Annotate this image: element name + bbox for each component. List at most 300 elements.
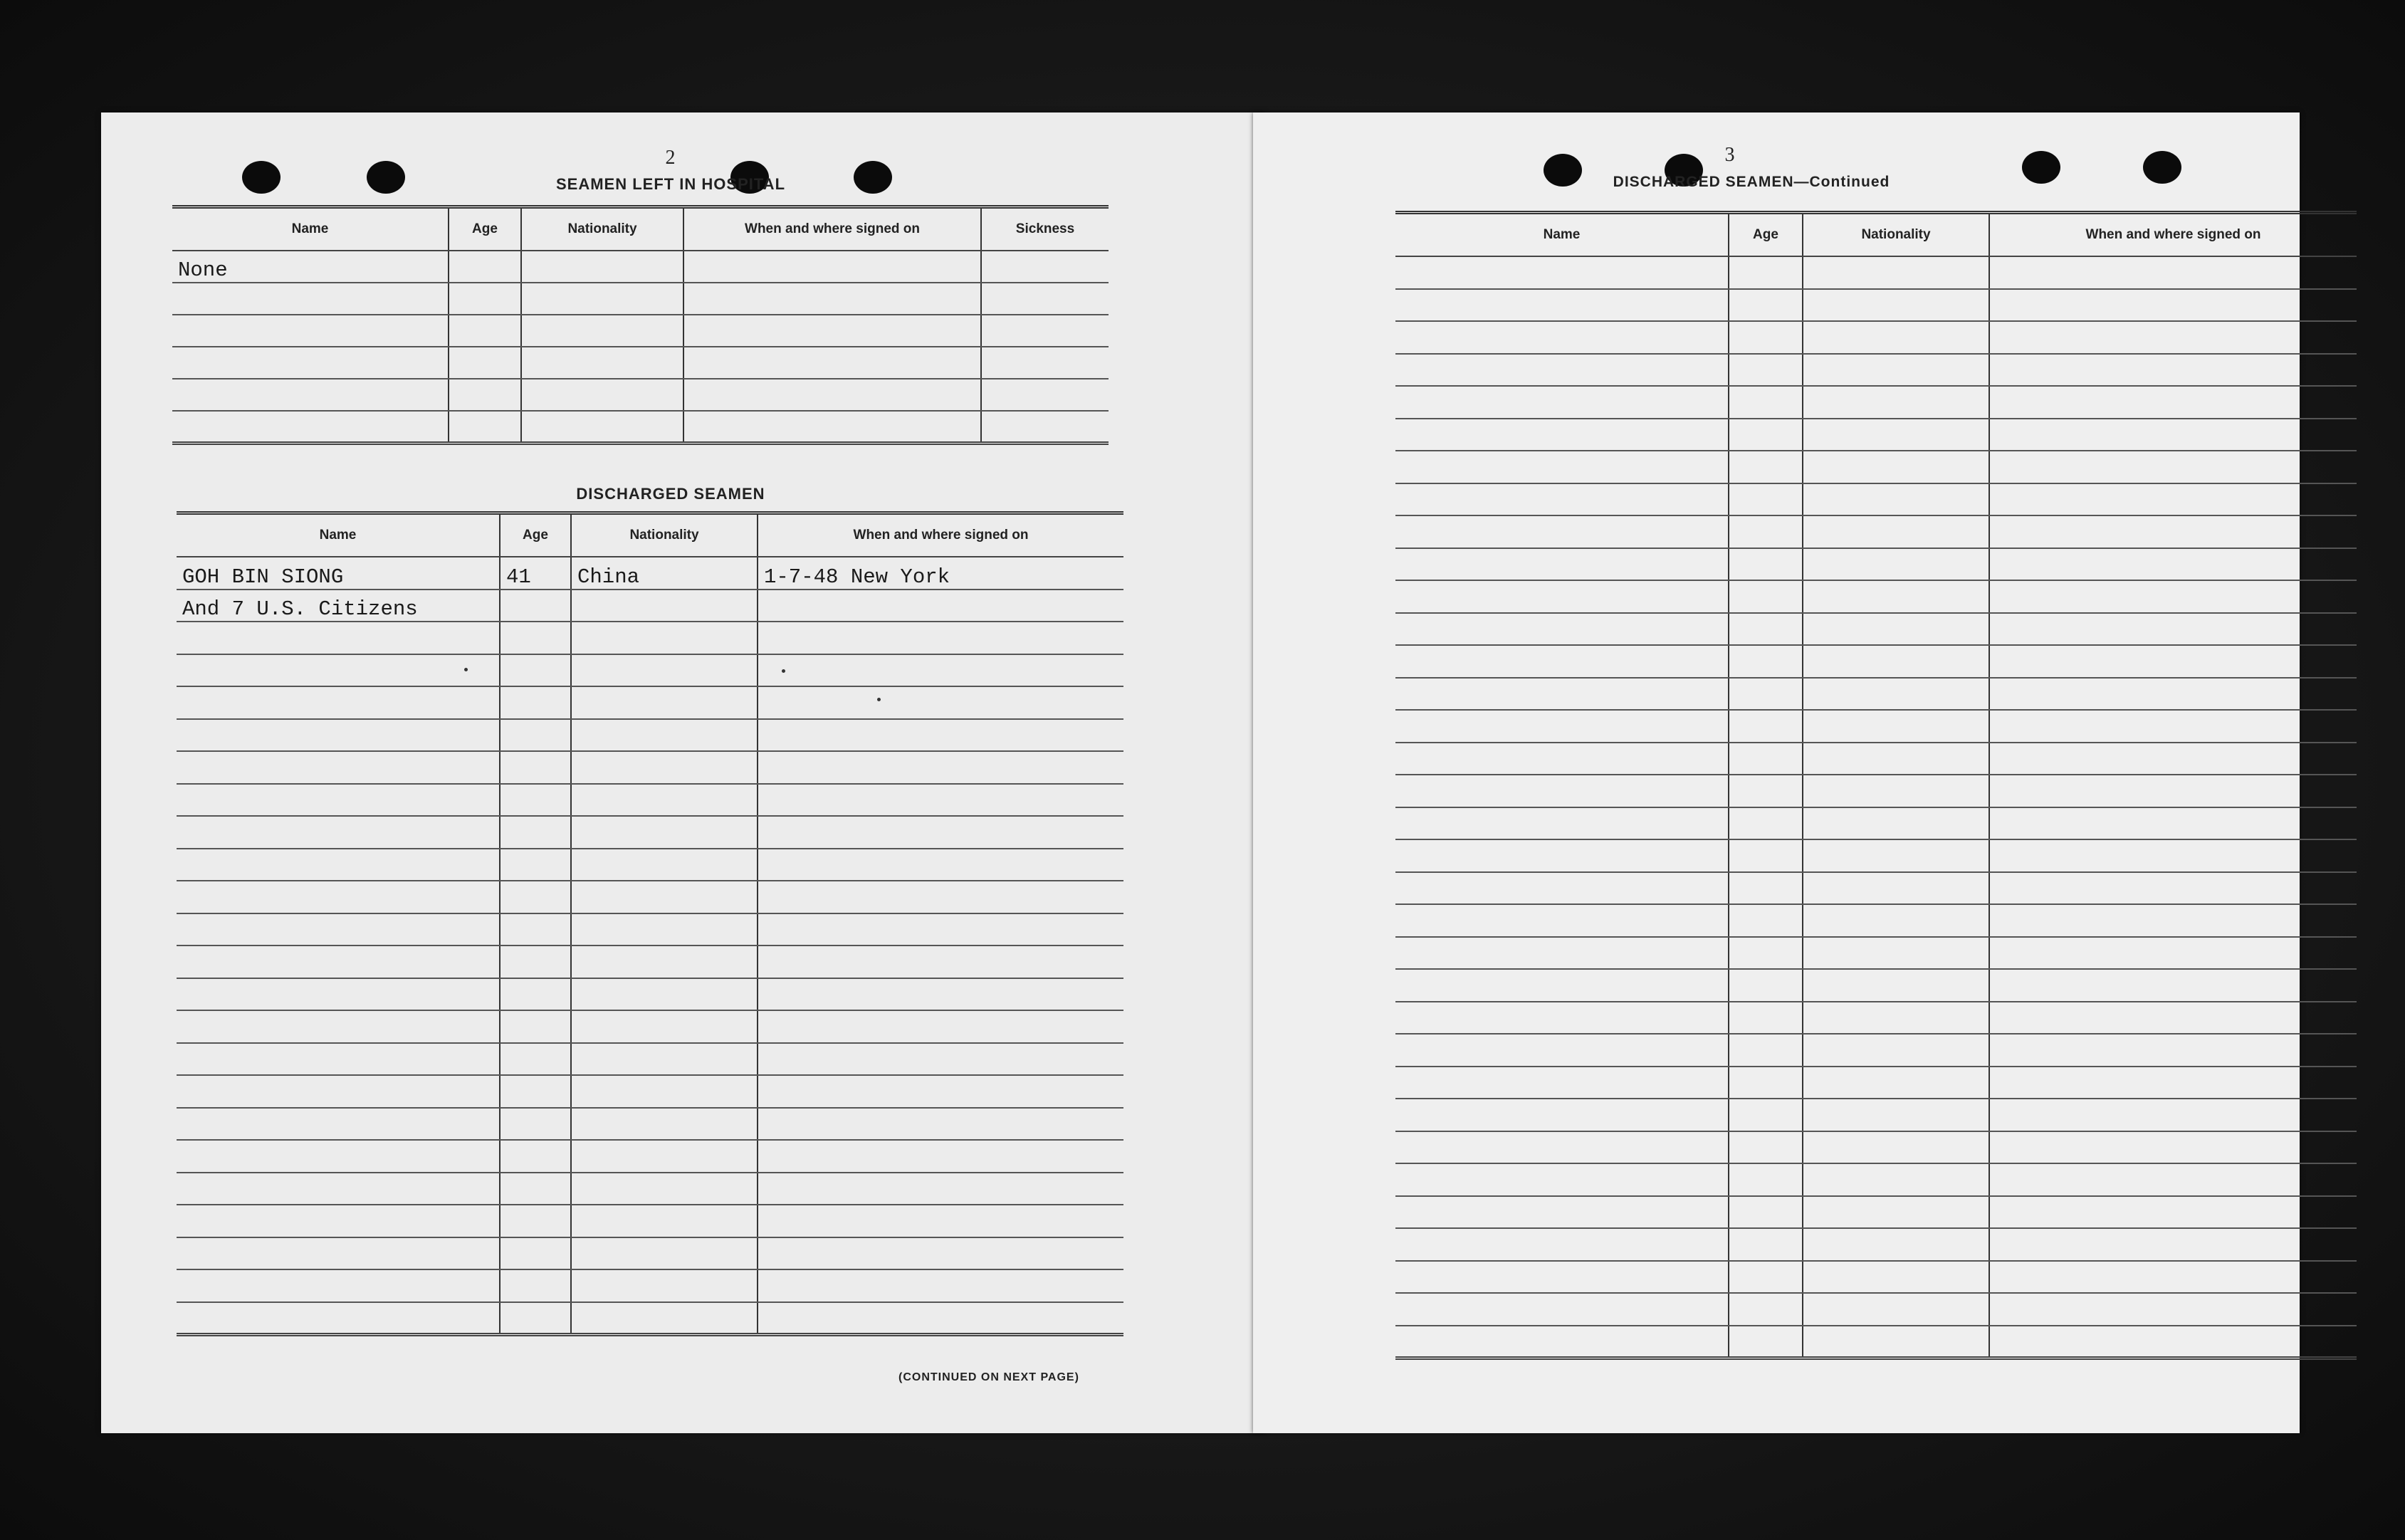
left-page: [101, 112, 1265, 1433]
table-cell: [758, 849, 1123, 881]
table-cell: [571, 686, 758, 719]
table-cell: [1803, 613, 1989, 646]
table-cell: [981, 251, 1109, 283]
table-cell: [1395, 904, 1729, 937]
table-cell: [1729, 548, 1803, 581]
table-cell: [1989, 256, 2357, 289]
table-cell: [571, 1043, 758, 1076]
table-row: [1395, 548, 2357, 581]
table-cell: [571, 881, 758, 913]
table-cell: [500, 590, 571, 622]
table-cell: [1803, 1293, 1989, 1326]
table-row: [177, 557, 1123, 590]
table-row: [1395, 645, 2357, 678]
table-cell: GOH BIN SIONG: [177, 557, 500, 590]
table-cell: [1729, 937, 1803, 970]
table-cell: [1803, 678, 1989, 711]
table-cell: [1803, 645, 1989, 678]
table-cell: [500, 686, 571, 719]
table-cell: [1989, 1228, 2357, 1261]
table-cell: [1395, 1131, 1729, 1164]
column-header: When and where signed on: [758, 513, 1123, 557]
punch-hole: [242, 161, 281, 194]
table-cell: [758, 751, 1123, 784]
hospital-section-title: SEAMEN LEFT IN HOSPITAL: [555, 175, 786, 193]
table-cell: [1803, 289, 1989, 322]
column-header: Nationality: [1803, 213, 1989, 257]
table-cell: [758, 622, 1123, 654]
table-cell: [1729, 1163, 1803, 1196]
table-cell: [758, 978, 1123, 1011]
table-row: [1395, 1002, 2357, 1034]
table-cell: [571, 622, 758, 654]
table-cell: [1729, 354, 1803, 387]
column-header: When and where signed on: [1989, 213, 2357, 257]
table-cell: [571, 1140, 758, 1173]
table-cell: [177, 622, 500, 654]
table-cell: [981, 315, 1109, 347]
table-cell: [1989, 904, 2357, 937]
table-cell: [177, 946, 500, 978]
ink-speck: [877, 698, 881, 701]
table-row: [1395, 872, 2357, 905]
table-cell: [1989, 1261, 2357, 1294]
table-cell: [1989, 678, 2357, 711]
table-cell: [1395, 289, 1729, 322]
page-number: 3: [1724, 144, 1736, 166]
table-cell: [1803, 937, 1989, 970]
table-cell: [177, 1108, 500, 1141]
table-cell: [1395, 354, 1729, 387]
table-cell: [1803, 515, 1989, 548]
discharged-table: [177, 511, 1123, 1336]
table-cell: [1803, 775, 1989, 807]
table-cell: [758, 1075, 1123, 1108]
table-cell: [1395, 1228, 1729, 1261]
table-cell: And 7 U.S. Citizens: [177, 590, 500, 622]
table-cell: [1729, 1196, 1803, 1229]
table-cell: [500, 622, 571, 654]
table-cell: [1729, 1034, 1803, 1067]
table-cell: [1395, 613, 1729, 646]
right-section-title: DISCHARGED SEAMEN—Continued: [1613, 174, 1890, 190]
table-cell: [500, 978, 571, 1011]
table-cell: [758, 784, 1123, 817]
table-cell: [449, 283, 521, 315]
table-cell: [1729, 1067, 1803, 1099]
column-header: Age: [449, 207, 521, 251]
table-cell: [1729, 839, 1803, 872]
table-row: [177, 751, 1123, 784]
table-cell: [1989, 775, 2357, 807]
table-row: [1395, 710, 2357, 743]
table-cell: [172, 315, 449, 347]
table-cell: 41: [500, 557, 571, 590]
discharged-section-title: DISCHARGED SEAMEN: [576, 485, 765, 503]
table-cell: [449, 379, 521, 411]
ink-speck: [464, 668, 468, 671]
table-cell: [683, 379, 981, 411]
table-cell: [1395, 969, 1729, 1002]
table-cell: [571, 1075, 758, 1108]
table-cell: [1989, 807, 2357, 840]
continued-note: (CONTINUED ON NEXT PAGE): [898, 1371, 1079, 1383]
table-cell: [1729, 1228, 1803, 1261]
table-cell: [500, 1205, 571, 1237]
table-cell: [758, 1269, 1123, 1302]
table-row: [177, 1010, 1123, 1043]
table-cell: [177, 1043, 500, 1076]
table-cell: [1395, 937, 1729, 970]
table-row: [1395, 289, 2357, 322]
table-cell: [521, 315, 683, 347]
table-row: [1395, 451, 2357, 483]
table-row: [177, 1140, 1123, 1173]
table-cell: [758, 816, 1123, 849]
table-cell: [571, 1108, 758, 1141]
table-cell: [500, 1108, 571, 1141]
table-cell: [1989, 1099, 2357, 1131]
table-cell: [1395, 256, 1729, 289]
table-row: [1395, 354, 2357, 387]
table-cell: [1803, 451, 1989, 483]
table-row: [1395, 613, 2357, 646]
table-cell: [758, 1237, 1123, 1270]
table-cell: [500, 751, 571, 784]
table-row: [1395, 1131, 2357, 1164]
table-cell: [1803, 256, 1989, 289]
table-cell: [177, 816, 500, 849]
table-cell: [172, 379, 449, 411]
table-row: [1395, 580, 2357, 613]
table-row: [172, 379, 1109, 411]
column-header: Name: [177, 513, 500, 557]
table-cell: [1989, 1196, 2357, 1229]
table-cell: [571, 1237, 758, 1270]
table-row: [177, 590, 1123, 622]
table-cell: [1803, 1099, 1989, 1131]
table-cell: [449, 251, 521, 283]
table-cell: [1989, 289, 2357, 322]
table-row: [1395, 775, 2357, 807]
table-cell: [1729, 321, 1803, 354]
table-cell: [1395, 807, 1729, 840]
table-row: [1395, 483, 2357, 516]
table-cell: [571, 978, 758, 1011]
table-cell: [1729, 256, 1803, 289]
table-cell: [1803, 1326, 1989, 1358]
table-cell: [571, 1205, 758, 1237]
table-cell: [1729, 580, 1803, 613]
table-cell: [177, 1075, 500, 1108]
table-cell: [1803, 743, 1989, 775]
table-cell: [1729, 386, 1803, 419]
table-row: [1395, 386, 2357, 419]
table-cell: [1395, 710, 1729, 743]
table-cell: [1729, 1293, 1803, 1326]
table-row: [1395, 1196, 2357, 1229]
table-cell: [1729, 289, 1803, 322]
table-cell: [571, 719, 758, 752]
table-row: [1395, 937, 2357, 970]
continued-table: [1395, 211, 2357, 1360]
table-cell: [177, 1237, 500, 1270]
table-row: [1395, 1163, 2357, 1196]
table-cell: [1803, 1196, 1989, 1229]
table-cell: [981, 347, 1109, 379]
table-cell: [1729, 419, 1803, 451]
table-cell: [1989, 1034, 2357, 1067]
table-cell: [500, 719, 571, 752]
punch-hole: [2143, 151, 2181, 184]
table-row: [1395, 419, 2357, 451]
table-cell: [1395, 451, 1729, 483]
table-cell: [500, 913, 571, 946]
table-cell: [1803, 710, 1989, 743]
table-row: [1395, 256, 2357, 289]
table-cell: [1803, 386, 1989, 419]
table-cell: None: [172, 251, 449, 283]
table-cell: [1395, 1326, 1729, 1358]
table-row: [1395, 1034, 2357, 1067]
table-cell: [1729, 743, 1803, 775]
table-cell: [1803, 1261, 1989, 1294]
table-cell: [571, 849, 758, 881]
table-row: [177, 1205, 1123, 1237]
table-cell: [758, 1010, 1123, 1043]
table-cell: [1803, 1163, 1989, 1196]
table-cell: [1395, 1196, 1729, 1229]
table-cell: [1989, 645, 2357, 678]
table-cell: [1803, 1034, 1989, 1067]
table-cell: [1989, 580, 2357, 613]
column-header: Nationality: [571, 513, 758, 557]
table-cell: [1989, 1163, 2357, 1196]
table-cell: [1729, 645, 1803, 678]
table-cell: [571, 1173, 758, 1205]
table-cell: [758, 590, 1123, 622]
table-cell: [758, 686, 1123, 719]
table-cell: [500, 1302, 571, 1335]
table-cell: [683, 283, 981, 315]
column-header: Sickness: [981, 207, 1109, 251]
column-header: When and where signed on: [683, 207, 981, 251]
table-cell: [571, 1269, 758, 1302]
table-cell: [1395, 1261, 1729, 1294]
table-row: [1395, 1261, 2357, 1294]
table-cell: [1395, 580, 1729, 613]
table-cell: [1803, 1067, 1989, 1099]
table-row: [177, 1075, 1123, 1108]
table-cell: [521, 379, 683, 411]
table-cell: [1989, 419, 2357, 451]
table-cell: [1395, 321, 1729, 354]
table-cell: [758, 1043, 1123, 1076]
table-cell: [571, 946, 758, 978]
table-cell: [1395, 419, 1729, 451]
table-cell: [571, 590, 758, 622]
table-cell: [1989, 386, 2357, 419]
table-cell: [500, 1075, 571, 1108]
table-cell: [1803, 1002, 1989, 1034]
table-cell: [1395, 548, 1729, 581]
table-cell: [177, 881, 500, 913]
table-cell: [1395, 1163, 1729, 1196]
table-cell: [500, 1237, 571, 1270]
table-cell: [758, 1302, 1123, 1335]
table-cell: [521, 411, 683, 443]
table-cell: [500, 1173, 571, 1205]
table-cell: [449, 315, 521, 347]
table-row: [1395, 678, 2357, 711]
table-cell: [981, 379, 1109, 411]
table-row: [177, 816, 1123, 849]
table-cell: [500, 881, 571, 913]
table-cell: [758, 946, 1123, 978]
table-cell: [758, 913, 1123, 946]
table-cell: [1803, 904, 1989, 937]
table-cell: [981, 411, 1109, 443]
table-cell: [1989, 354, 2357, 387]
table-cell: [1395, 1293, 1729, 1326]
table-cell: [521, 251, 683, 283]
table-cell: [571, 913, 758, 946]
table-cell: [758, 1173, 1123, 1205]
table-cell: [571, 654, 758, 687]
table-cell: [571, 1302, 758, 1335]
table-row: [1395, 515, 2357, 548]
table-cell: [571, 751, 758, 784]
table-row: [177, 1237, 1123, 1270]
table-cell: [1729, 775, 1803, 807]
punch-hole: [2022, 151, 2060, 184]
table-cell: [1989, 515, 2357, 548]
table-cell: [1803, 321, 1989, 354]
table-cell: [758, 719, 1123, 752]
table-cell: [177, 1173, 500, 1205]
page-number: 2: [665, 147, 676, 169]
table-row: [172, 411, 1109, 443]
table-cell: [1395, 515, 1729, 548]
table-row: [177, 1043, 1123, 1076]
table-cell: [1989, 969, 2357, 1002]
table-cell: [1729, 1131, 1803, 1164]
table-cell: [1989, 872, 2357, 905]
table-row: [1395, 839, 2357, 872]
table-row: [1395, 904, 2357, 937]
table-cell: [172, 283, 449, 315]
table-cell: [1395, 1002, 1729, 1034]
table-cell: [571, 1010, 758, 1043]
table-cell: [177, 784, 500, 817]
table-cell: [1729, 1002, 1803, 1034]
table-cell: [1803, 354, 1989, 387]
table-row: [1395, 1293, 2357, 1326]
column-header: Nationality: [521, 207, 683, 251]
table-cell: 1-7-48 New York: [758, 557, 1123, 590]
table-cell: [1803, 872, 1989, 905]
table-cell: [758, 1205, 1123, 1237]
table-row: [177, 686, 1123, 719]
table-cell: [500, 816, 571, 849]
table-cell: [177, 849, 500, 881]
table-cell: [1989, 1326, 2357, 1358]
table-cell: [1989, 1002, 2357, 1034]
table-cell: [1395, 645, 1729, 678]
table-cell: [1989, 321, 2357, 354]
column-header: Age: [1729, 213, 1803, 257]
table-row: [177, 849, 1123, 881]
table-row: [1395, 1067, 2357, 1099]
table-cell: [1729, 1326, 1803, 1358]
table-row: [1395, 807, 2357, 840]
hospital-table: [172, 205, 1109, 445]
table-cell: [1729, 904, 1803, 937]
table-cell: [177, 751, 500, 784]
table-cell: [500, 784, 571, 817]
table-cell: [981, 283, 1109, 315]
punch-hole: [367, 161, 405, 194]
table-row: [172, 347, 1109, 379]
table-cell: [683, 251, 981, 283]
table-cell: [177, 913, 500, 946]
table-cell: [1395, 839, 1729, 872]
table-row: [177, 622, 1123, 654]
table-row: [177, 978, 1123, 1011]
ink-speck: [782, 669, 785, 673]
table-cell: [1989, 710, 2357, 743]
table-cell: [1395, 386, 1729, 419]
table-cell: [1803, 969, 1989, 1002]
column-header: Age: [500, 513, 571, 557]
table-cell: [1989, 839, 2357, 872]
table-row: [177, 946, 1123, 978]
table-cell: [1395, 483, 1729, 516]
table-row: [1395, 1099, 2357, 1131]
table-cell: [449, 347, 521, 379]
table-cell: [1803, 548, 1989, 581]
table-cell: [758, 654, 1123, 687]
table-row: [177, 1302, 1123, 1335]
table-cell: [1989, 483, 2357, 516]
table-row: [172, 251, 1109, 283]
table-row: [1395, 321, 2357, 354]
table-cell: [758, 881, 1123, 913]
table-cell: [521, 283, 683, 315]
table-cell: [1803, 807, 1989, 840]
table-row: [1395, 969, 2357, 1002]
table-cell: [500, 1140, 571, 1173]
table-cell: [500, 1269, 571, 1302]
table-cell: [571, 816, 758, 849]
table-cell: [500, 849, 571, 881]
table-cell: [1989, 548, 2357, 581]
table-cell: [177, 719, 500, 752]
table-cell: [1729, 872, 1803, 905]
table-cell: [1989, 1131, 2357, 1164]
table-cell: [1729, 451, 1803, 483]
table-cell: [500, 946, 571, 978]
table-row: [172, 315, 1109, 347]
table-cell: [1729, 1261, 1803, 1294]
table-cell: [1395, 1034, 1729, 1067]
table-row: [177, 719, 1123, 752]
table-row: [177, 1173, 1123, 1205]
table-cell: [683, 347, 981, 379]
table-cell: [1989, 1067, 2357, 1099]
table-cell: [1395, 872, 1729, 905]
table-cell: [449, 411, 521, 443]
